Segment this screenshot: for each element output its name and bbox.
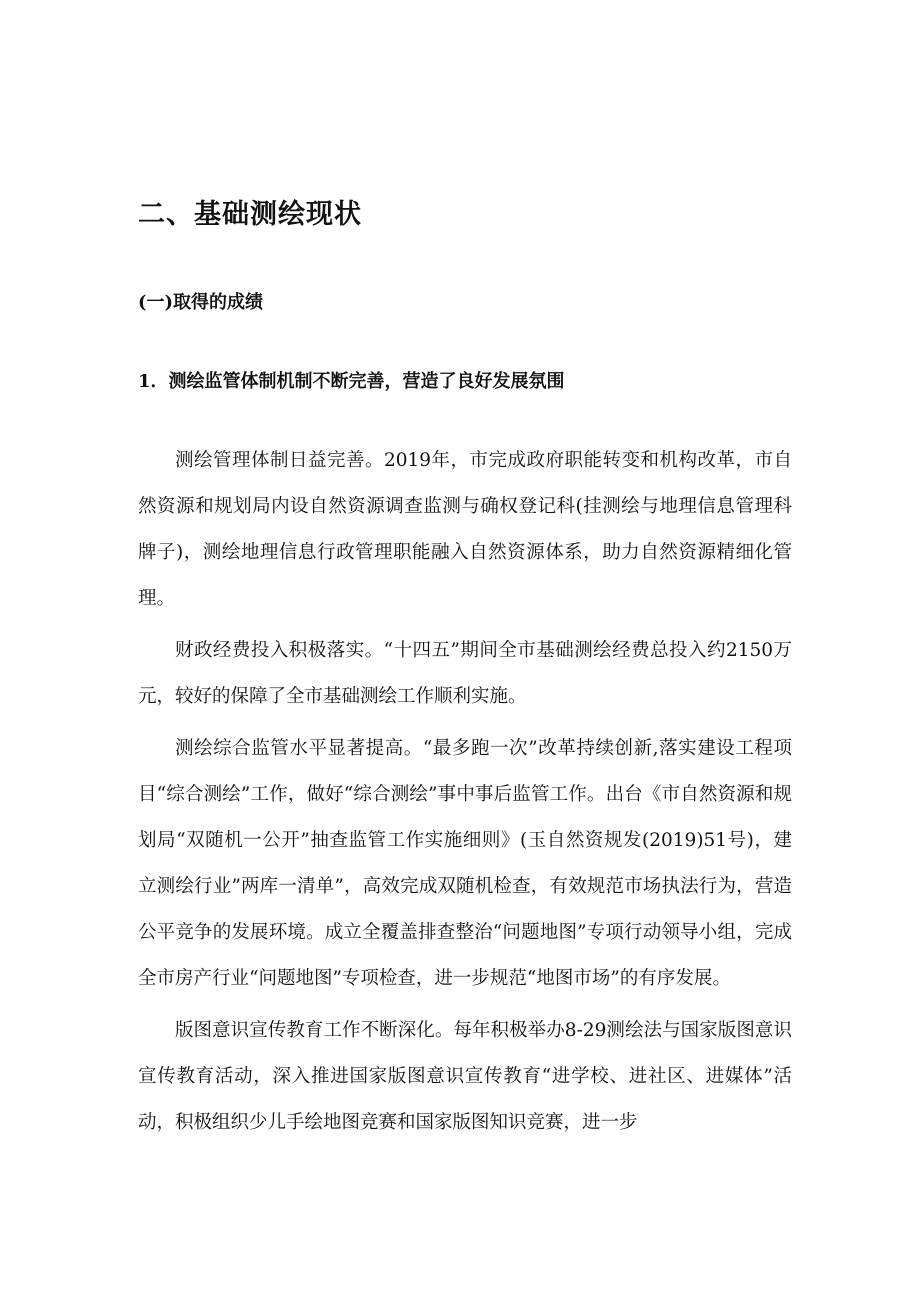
section-title: 二、基础测绘现状 xyxy=(138,199,362,230)
paragraph-management-system: 测绘管理体制日益完善。2019年，市完成政府职能转变和机构改革，市自然资源和规划局内设自然资源调查监测与确权登记科(挂测绘与地理信息管理科牌子)，测绘地理信息行政管理职能融入自然资源体系，助力自然资源精细化管理。 xyxy=(138,450,792,609)
body-text xyxy=(138,438,792,1146)
subsection-title: (一)取得的成绩 xyxy=(138,292,264,313)
paragraph-map-awareness: 版图意识宣传教育工作不断深化。每年积极举办8-29测绘法与国家版图意识宣传教育活动，深入推进国家版图意识宣传教育“进学校、进社区、进媒体”活动，积极组织少儿手绘地图竞赛和国家版图知识竞赛，进一步 xyxy=(138,1020,792,1133)
item-title: 1．测绘监管体制机制不断完善，营造了良好发展氛围 xyxy=(138,371,565,392)
paragraph-supervision: 测绘综合监管水平显著提高。“最多跑一次”改革持续创新,落实建设工程项目“综合测绘”工作，做好“综合测绘”事中事后监管工作。出台《市自然资源和规划局“双随机一公开”抽查监管工作实施细则》(玉自然资规发(2019)51号)，建立测绘行业”两库一清单”，高效完成双随机检查，有效规范市场执法行为，营造公平竞争的发展环境。成立全覆盖排查整治“问题地图”专项行动领导小组，完成全市房产行业“问题地图”专项检查，进一步规范“地图市场”的有序发展。 xyxy=(138,738,792,989)
paragraph-funding: 财政经费投入积极落实。“十四五”期间全市基础测绘经费总投入约2150万元，较好的保障了全市基础测绘工作顺利实施。 xyxy=(138,640,792,707)
